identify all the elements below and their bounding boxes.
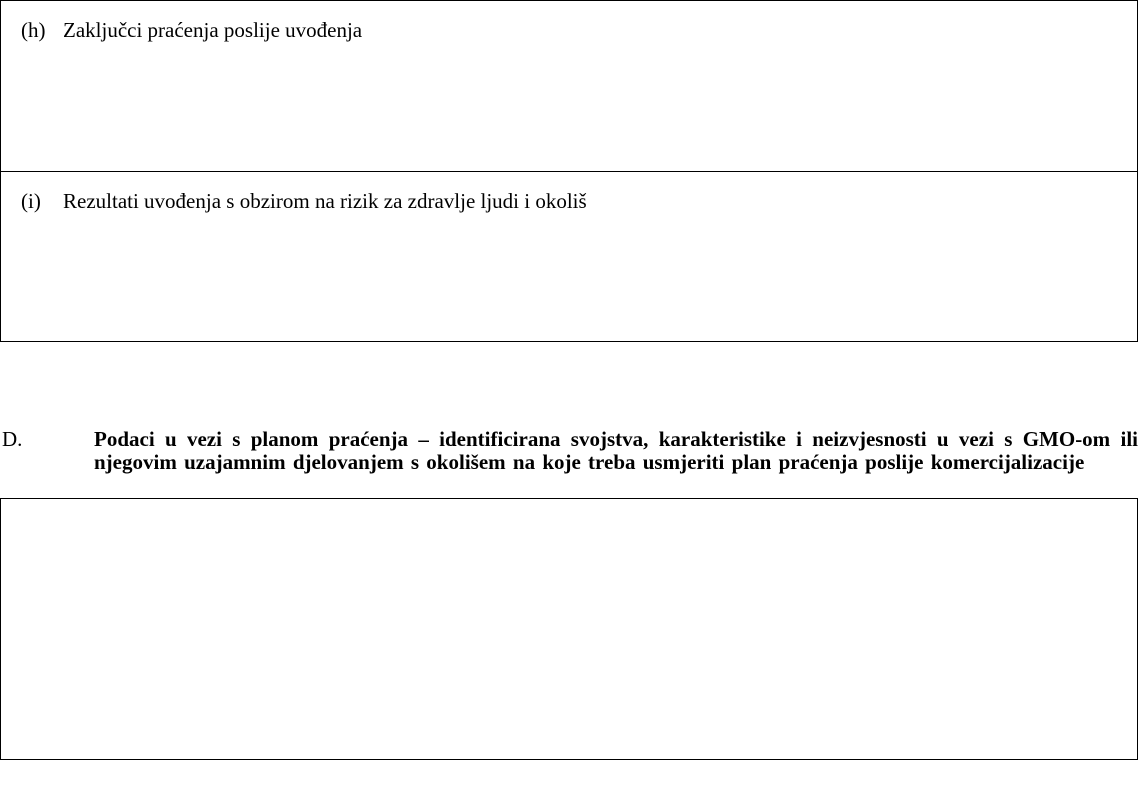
form-field-i[interactable] xyxy=(0,171,1138,342)
section-d-title: Podaci u vezi s planom praćenja – identificirana svojstva, karakteristike i neizvjesnosti u vezi s GMO-om ili njegovim uzajamnim djelovanjem s okolišem na koje treba usmjeriti plan praćenja poslije komercijalizacije xyxy=(94,427,1138,474)
form-field-h[interactable] xyxy=(0,0,1138,172)
field-i-marker: (i) xyxy=(21,189,41,213)
field-h-label xyxy=(21,18,362,42)
field-i-text: Rezultati uvođenja s obzirom na rizik za zdravlje ljudi i okoliš xyxy=(63,189,587,213)
field-i-label xyxy=(21,189,587,213)
form-field-d[interactable] xyxy=(0,498,1138,760)
field-h-text: Zaključci praćenja poslije uvođenja xyxy=(63,18,363,42)
field-h-marker: (h) xyxy=(21,18,46,42)
section-d-letter: D. xyxy=(2,427,23,451)
